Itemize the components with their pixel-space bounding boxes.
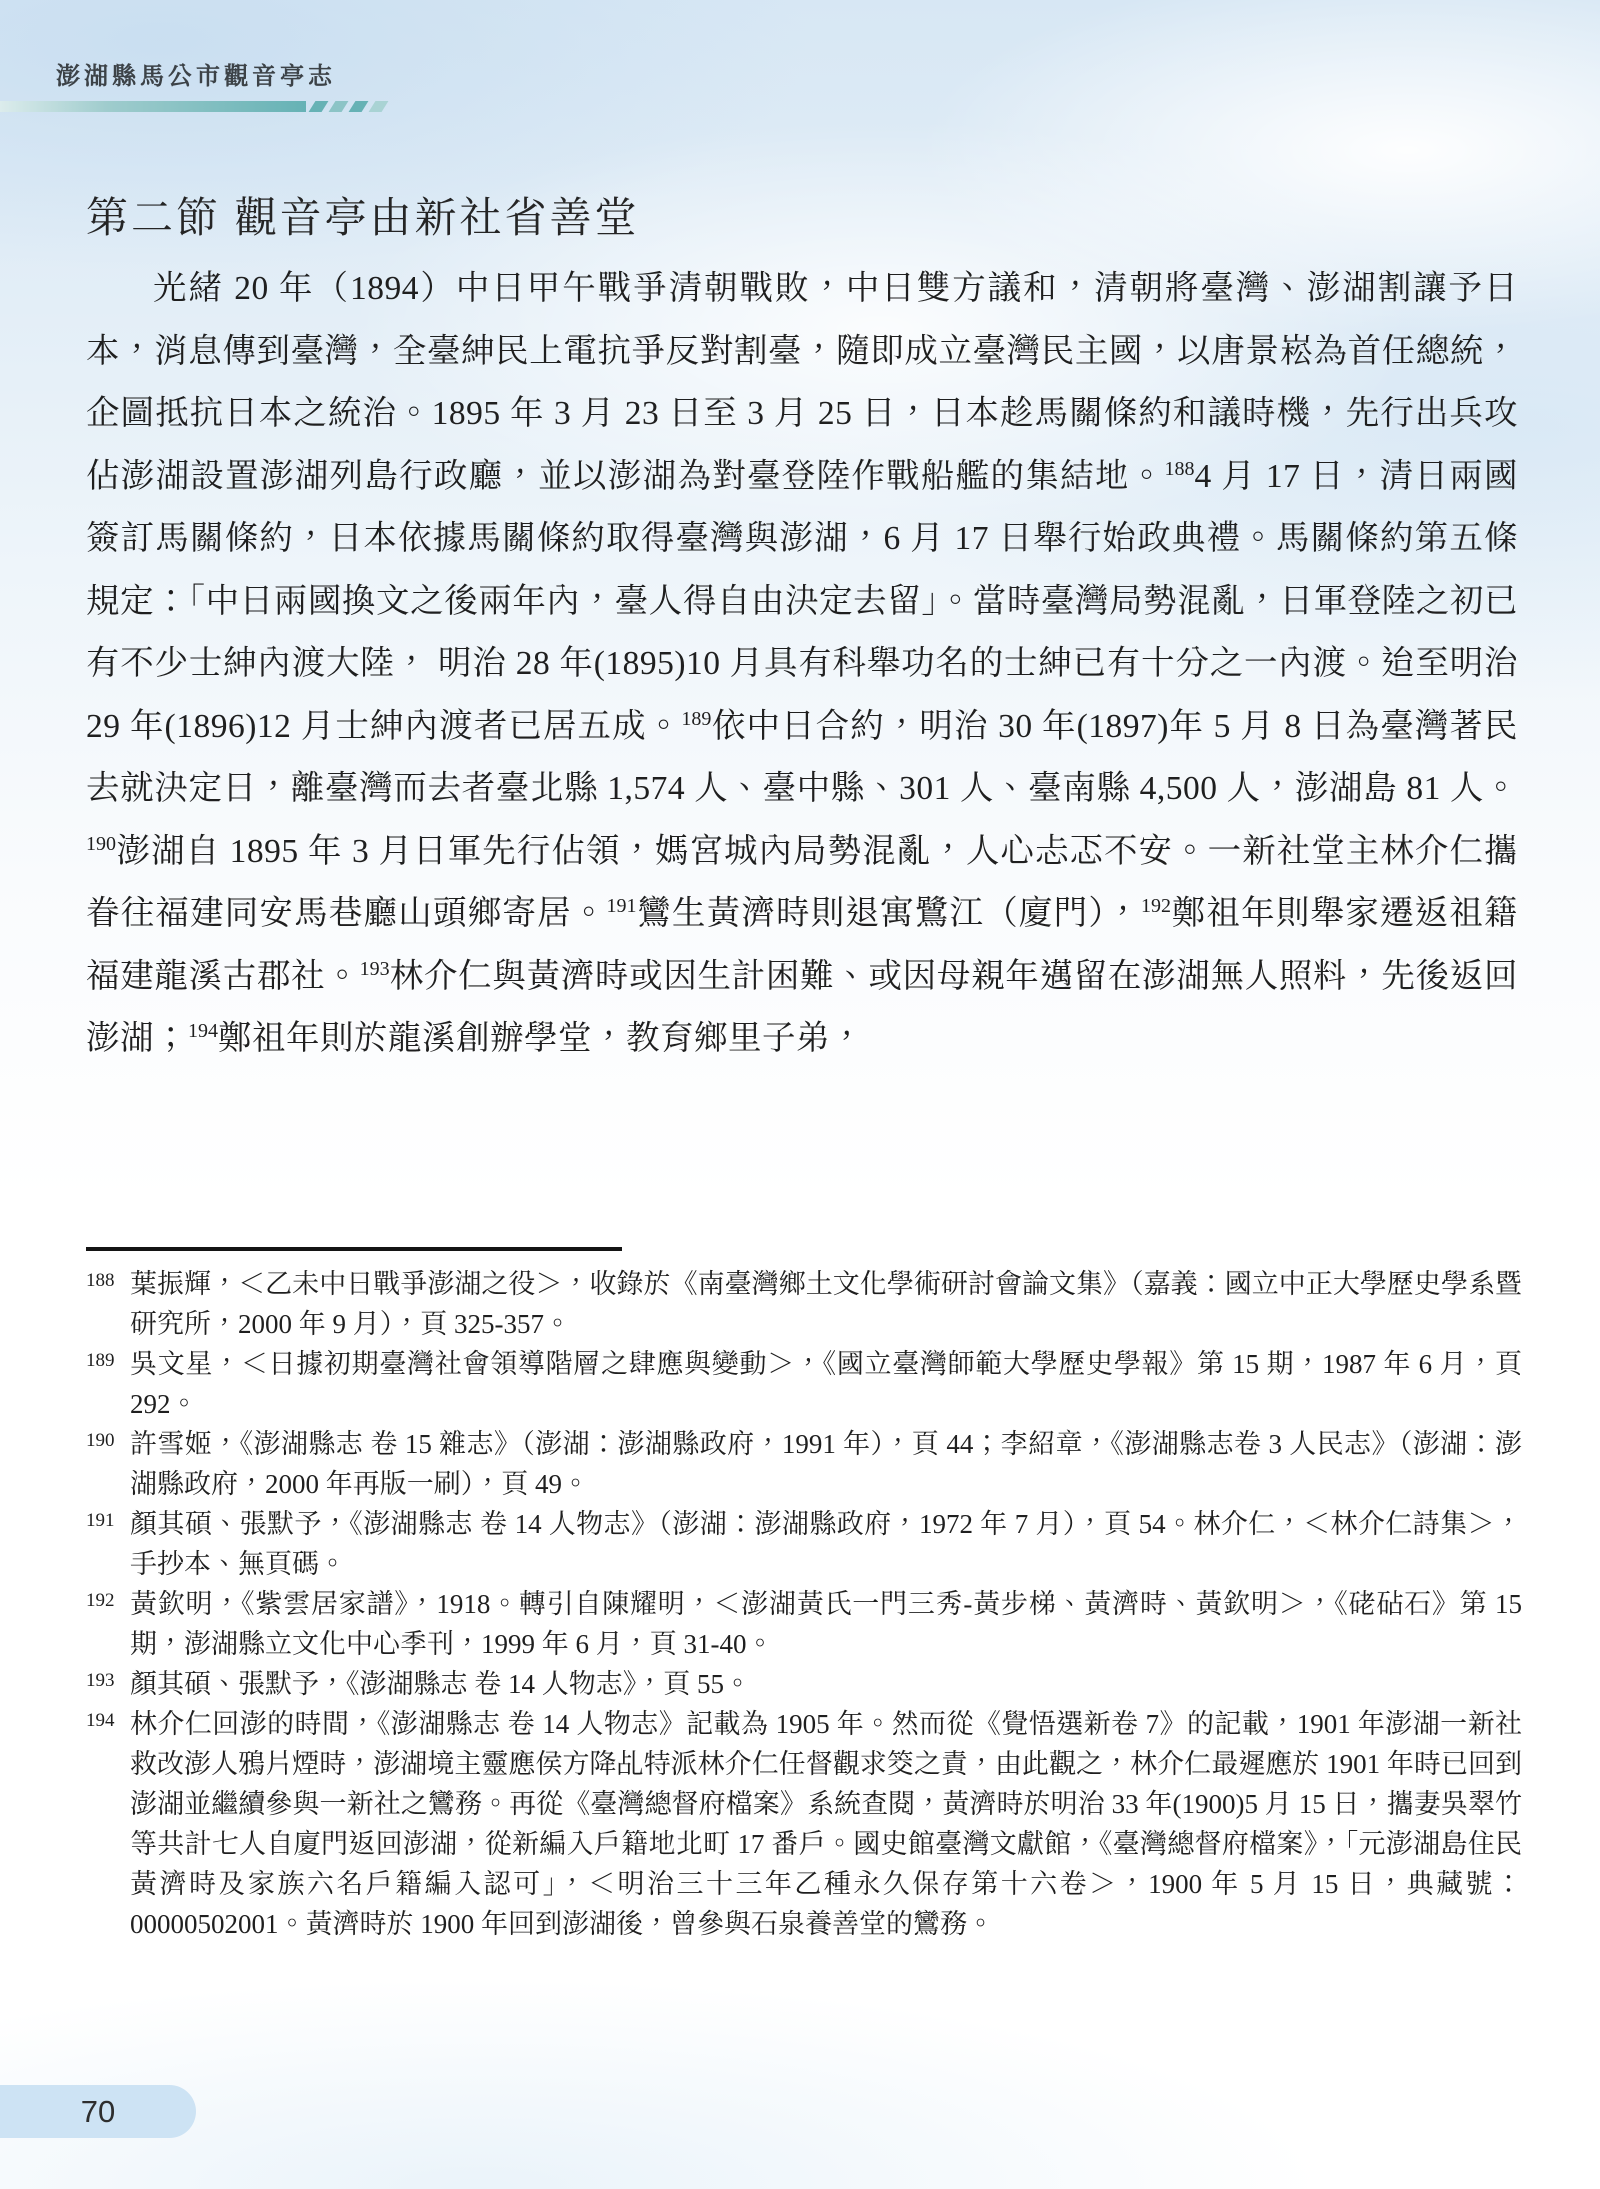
footnote-item [86,1264,1522,1344]
footnote-item [86,1584,1522,1664]
footnote-text: 吳文星，＜日據初期臺灣社會領導階層之肆應與變動＞，《國立臺灣師範大學歷史學報》第 15 期，1987 年 6 月，頁 292。 [130,1349,1522,1419]
footnote-text: 許雪姬，《澎湖縣志 卷 15 雜志》（澎湖：澎湖縣政府，1991 年），頁 44；李紹章，《澎湖縣志卷 3 人民志》（澎湖：澎湖縣政府，2000 年再版一刷），頁 49。 [130,1429,1522,1499]
slash-icon [309,101,329,112]
footnote-divider [86,1247,622,1251]
footnote-ref: 188 [1164,457,1195,480]
footnote-ref: 192 [1141,894,1172,917]
footnote-text: 黃欽明，《紫雲居家譜》，1918。轉引自陳耀明，＜澎湖黃氏一門三秀-黃步梯、黃濟時、黃欽明＞，《硓砧石》第 15 期，澎湖縣立文化中心季刊，1999 年 6 月，頁 31-40。 [130,1589,1522,1659]
footnote-text: 顏其碩、張默予，《澎湖縣志 卷 14 人物志》（澎湖：澎湖縣政府，1972 年 7 月），頁 54。林介仁，＜林介仁詩集＞，手抄本、無頁碼。 [130,1509,1522,1579]
body-text-run: 澎湖自 1895 年 3 月日軍先行佔領，媽宮城內局勢混亂，人心忐忑不安。一新社堂主林介仁攜眷往福建同安馬巷廳山頭鄉寄居。 [86,832,1518,932]
footnotes-section [86,1264,1522,1944]
footnote-ref: 191 [606,894,637,917]
section-title: 第二節 觀音亭由新社省善堂 [86,196,640,242]
footnote-ref: 193 [359,957,390,980]
running-header-book-title: 澎湖縣馬公市觀音亭志 [56,63,336,90]
page-number-pill [0,2085,196,2138]
slash-icon [349,101,369,112]
body-paragraph [86,258,1518,1071]
footnote-item [86,1664,1522,1704]
footnote-ref: 194 [188,1019,218,1042]
body-paragraph-container [86,258,1518,1071]
footnote-number: 188 [86,1270,115,1291]
footnote-ref: 190 [86,832,116,855]
footnote-ref: 189 [681,707,712,730]
footnote-number: 190 [86,1430,115,1451]
footnote-number: 191 [86,1510,115,1531]
footnote-item [86,1344,1522,1424]
body-text-run: 鄭祖年則舉家遷返祖籍福建龍溪古郡社。 [86,895,1519,995]
body-text-run: 光緒 20 年（1894）中日甲午戰爭清朝戰敗，中日雙方議和，清朝將臺灣、澎湖割讓予日本，消息傳到臺灣，全臺紳民上電抗爭反對割臺，隨即成立臺灣民主國，以唐景崧為首任總統，企圖抵抗日本之統治。1895 年 3 月 23 日至 3 月 25 日，日本趁馬關條約和議時機，先行出兵攻佔澎湖設置澎湖列島行政廳，並以澎湖為對臺登陸作戰船艦的集結地。 [86,270,1518,495]
header-rule-slashes [312,101,385,112]
body-text-run: 林介仁與黃濟時或因生計困難、或因母親年邁留在澎湖無人照料，先後返回澎湖； [86,957,1519,1057]
footnote-text: 林介仁回澎的時間，《澎湖縣志 卷 14 人物志》記載為 1905 年。然而從《覺悟選新卷 7》的記載，1901 年澎湖一新社救改澎人鴉片煙時，澎湖境主靈應侯方降乩特派林介仁任督觀求筊之責，由此觀之，林介仁最遲應於 1901 年時已回到澎湖並繼續參與一新社之鸞務。再從《臺灣總督府檔案》系統查閱，黃濟時於明治 33 年(1900)5 月 15 日，攜妻吳翠竹等共計七人自廈門返回澎湖，從新編入戶籍地北町 17 番戶。國史館臺灣文獻館，《臺灣總督府檔案》，「元澎湖島住民黃濟時及家族六名戶籍編入認可」，＜明治三十三年乙種永久保存第十六卷＞，1900 年 5 月 15 日，典藏號：00000502001。黃濟時於 1900 年回到澎湖後，曾參與石泉養善堂的鸞務。 [130,1709,1522,1939]
body-text-run: 鸞生黃濟時則退寓鷺江（廈門）， [636,895,1142,932]
footnote-item [86,1704,1522,1944]
footnote-number: 192 [86,1590,115,1611]
footnote-number: 189 [86,1350,115,1371]
body-text-run: 4 月 17 日，清日兩國簽訂馬關條約，日本依據馬關條約取得臺灣與澎湖，6 月 17 日舉行始政典禮。馬關條約第五條規定：「中日兩國換文之後兩年內，臺人得自由決定去留」。當時臺灣局勢混亂，日軍登陸之初已有不少士紳內渡大陸， 明治 28 年(1895)10 月具有科舉功名的士紳已有十分之一內渡。迨至明治 29 年(1896)12 月士紳內渡者已居五成。 [86,457,1519,745]
body-text-run: 依中日合約，明治 30 年(1897)年 5 月 8 日為臺灣著民去就決定日，離臺灣而去者臺北縣 1,574 人、臺中縣、301 人、臺南縣 4,500 人，澎湖島 81 人。 [86,707,1519,807]
slash-icon [329,101,349,112]
footnote-number: 194 [86,1710,115,1731]
footnote-text: 葉振輝，＜乙未中日戰爭澎湖之役＞，收錄於《南臺灣鄉土文化學術研討會論文集》（嘉義：國立中正大學歷史學系暨研究所，2000 年 9 月），頁 325-357。 [130,1269,1522,1339]
footnote-item [86,1504,1522,1584]
body-text-run: 鄭祖年則於龍溪創辦學堂，教育鄉里子弟， [218,1020,864,1057]
footnote-item [86,1424,1522,1504]
footnote-text: 顏其碩、張默予，《澎湖縣志 卷 14 人物志》，頁 55。 [130,1669,751,1699]
footnote-number: 193 [86,1670,115,1691]
slash-icon [369,101,389,112]
page-number: 70 [80,2093,116,2129]
header-rule [0,101,306,112]
